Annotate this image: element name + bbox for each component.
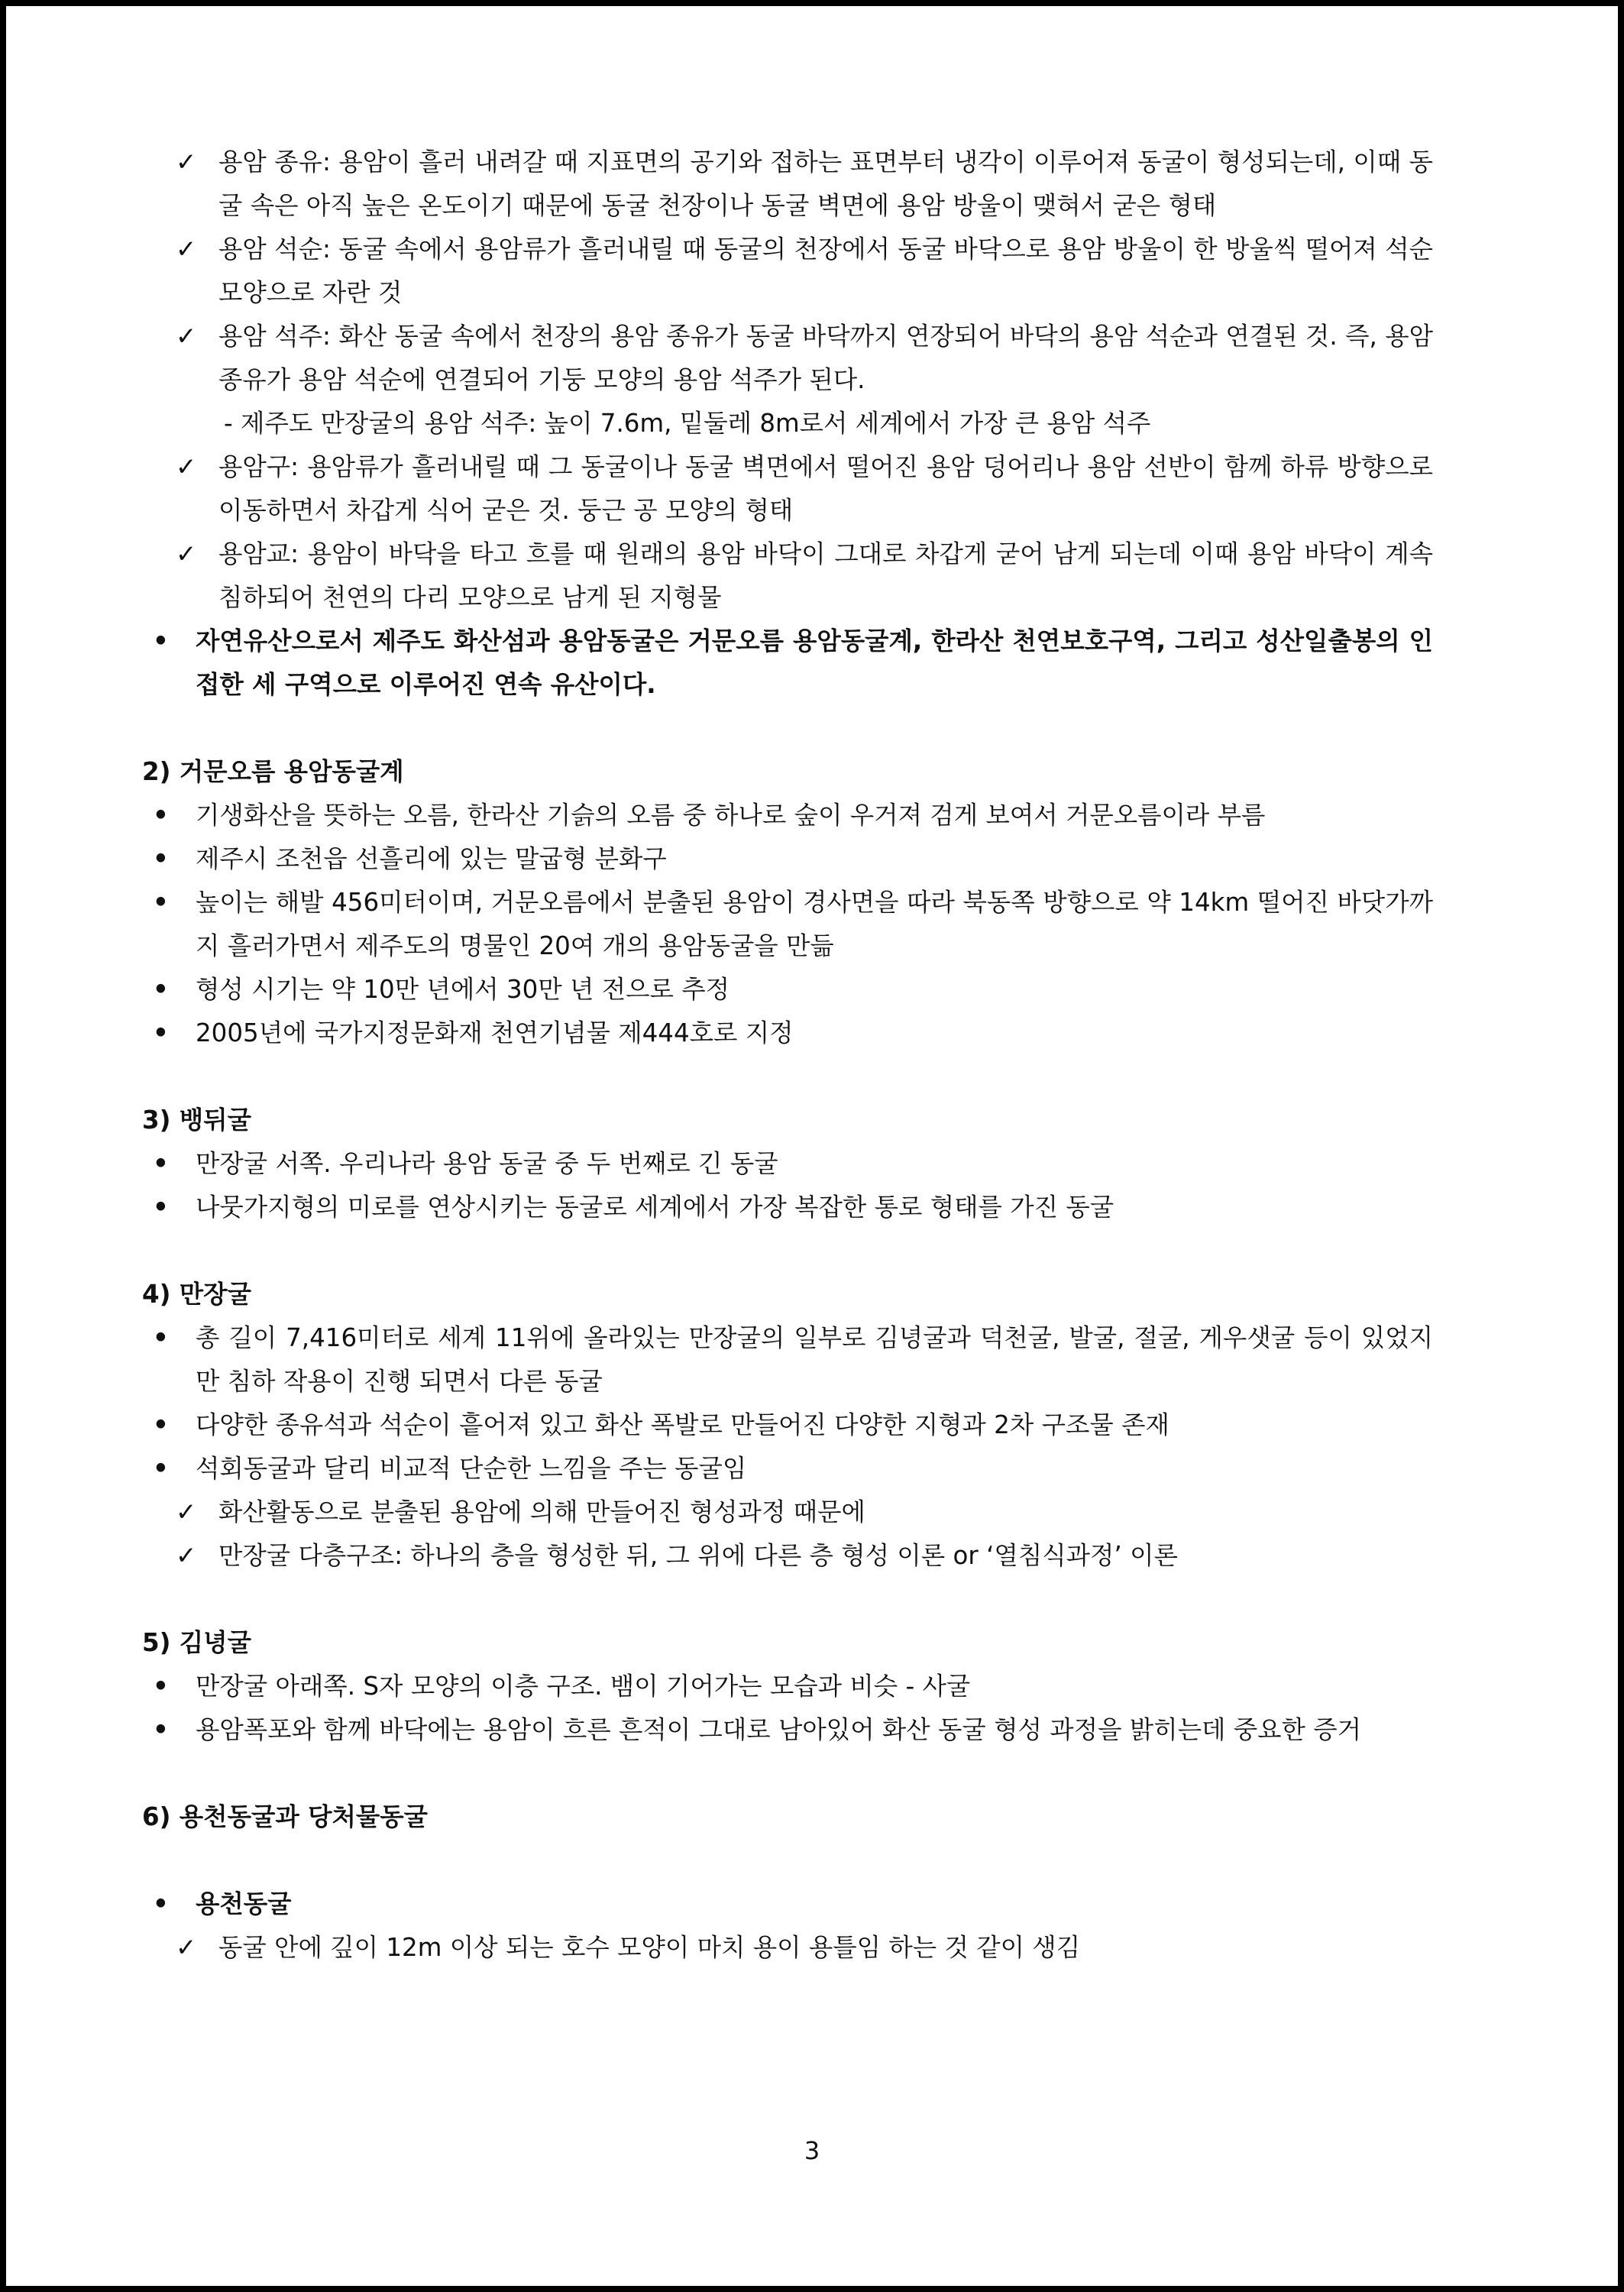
bullet-item-text: 제주시 조천읍 선흘리에 있는 말굽형 분화구	[196, 844, 667, 873]
section-heading: 3) 뱅뒤굴	[142, 1106, 251, 1135]
check-item	[142, 141, 1433, 228]
bullet-item-text: 석회동굴과 달리 비교적 단순한 느낌을 주는 동굴임	[196, 1454, 747, 1483]
bullet-item	[142, 1012, 1433, 1055]
bullet-item-text: 용천동굴	[196, 1889, 292, 1918]
check-item-text: 용암 석순: 동굴 속에서 용암류가 흘러내릴 때 동굴의 천장에서 동굴 바닥으로 용암 방울이 한 방울씩 떨어져 석순 모양으로 자란 것	[218, 235, 1433, 307]
check-item-text: 용암 종유: 용암이 흘러 내려갈 때 지표면의 공기와 접하는 표면부터 냉각이 이루어져 동굴이 형성되는데, 이때 동굴 속은 아직 높은 온도이기 때문에 동굴 천장이나 동굴 벽면에 용암 방울이 맺혀서 굳은 형태	[218, 147, 1433, 220]
bullet-item	[142, 1665, 1433, 1708]
bullet-item-subheading	[142, 1882, 1433, 1926]
section-heading: 4) 만장굴	[142, 1280, 251, 1309]
check-item	[142, 1926, 1433, 1970]
checkmark-icon: ✓	[176, 452, 197, 481]
bullet-icon: •	[153, 844, 169, 873]
checkmark-icon: ✓	[176, 1497, 197, 1526]
bullet-icon: •	[153, 1149, 169, 1178]
check-item-text: 만장굴 다층구조: 하나의 층을 형성한 뒤, 그 위에 다른 층 형성 이론 or ‘열침식과정’ 이론	[218, 1541, 1178, 1570]
bullet-item	[142, 837, 1433, 881]
bullet-icon: •	[153, 1323, 169, 1352]
section-heading: 5) 김녕굴	[142, 1628, 251, 1657]
bullet-item-heritage	[142, 620, 1433, 707]
check-item	[142, 1491, 1433, 1534]
bullet-icon: •	[153, 975, 169, 1004]
check-item	[142, 533, 1433, 620]
bullet-item-text: 만장굴 아래쪽. S자 모양의 이층 구조. 뱀이 기어가는 모습과 비슷 - 사굴	[196, 1672, 971, 1701]
bullet-item	[142, 1186, 1433, 1229]
bullet-icon: •	[153, 1454, 169, 1483]
check-item	[142, 315, 1433, 402]
bullet-icon: •	[153, 626, 169, 656]
page-number: 3	[804, 2136, 820, 2165]
bullet-item	[142, 968, 1433, 1012]
check-item-text: 용암구: 용암류가 흘러내릴 때 그 동굴이나 동굴 벽면에서 떨어진 용암 덩어리나 용암 선반이 함께 하류 방향으로 이동하면서 차갑게 식어 굳은 것. 둥근 공 모양의 형태	[218, 452, 1433, 525]
bullet-item	[142, 881, 1433, 968]
bullet-icon: •	[153, 1193, 169, 1222]
check-item-text: 용암 석주: 화산 동굴 속에서 천장의 용암 종유가 동굴 바닥까지 연장되어 바닥의 용암 석순과 연결된 것. 즉, 용암 종유가 용암 석순에 연결되어 기둥 모양의 용암 석주가 된다.	[218, 322, 1433, 394]
checkmark-icon: ✓	[176, 147, 197, 176]
bullet-icon: •	[153, 1410, 169, 1439]
check-item-text: 동굴 안에 깊이 12m 이상 되는 호수 모양이 마치 용이 용틀임 하는 것 같이 생김	[218, 1933, 1081, 1962]
bullet-item-text: 형성 시기는 약 10만 년에서 30만 년 전으로 추정	[196, 975, 730, 1004]
bullet-icon: •	[153, 888, 169, 917]
check-item	[142, 1534, 1433, 1578]
check-item-text: 화산활동으로 분출된 용암에 의해 만들어진 형성과정 때문에	[218, 1497, 865, 1526]
bullet-icon: •	[153, 801, 169, 830]
bullet-item	[142, 1708, 1433, 1752]
bullet-item-text: 2005년에 국가지정문화재 천연기념물 제444호로 지정	[196, 1018, 794, 1047]
bullet-item-text: 용암폭포와 함께 바닥에는 용암이 흐른 흔적이 그대로 남아있어 화산 동굴 형성 과정을 밝히는데 중요한 증거	[196, 1715, 1362, 1744]
bullet-item	[142, 1142, 1433, 1186]
bullet-item-text: 나뭇가지형의 미로를 연상시키는 동굴로 세계에서 가장 복잡한 통로 형태를 가진 동굴	[196, 1193, 1114, 1222]
bullet-icon: •	[153, 1889, 169, 1918]
bullet-item	[142, 794, 1433, 837]
bullet-item-text: 자연유산으로서 제주도 화산섬과 용암동굴은 거문오름 용암동굴계, 한라산 천연보호구역, 그리고 성산일출봉의 인접한 세 구역으로 이루어진 연속 유산이다.	[196, 626, 1433, 699]
checkmark-icon: ✓	[176, 539, 197, 568]
check-item-text: 용암교: 용암이 바닥을 타고 흐를 때 원래의 용암 바닥이 그대로 차갑게 굳어 남게 되는데 이때 용암 바닥이 계속 침하되어 천연의 다리 모양으로 남게 된 지형물	[218, 539, 1433, 612]
bullet-item	[142, 1316, 1433, 1403]
bullet-item-text: 높이는 해발 456미터이며, 거문오름에서 분출된 용암이 경사면을 따라 북동쪽 방향으로 약 14km 떨어진 바닷가까지 흘러가면서 제주도의 명물인 20여 개의 용암동굴을 만듦	[196, 888, 1433, 960]
dash-note: - 제주도 만장굴의 용암 석주: 높이 7.6m, 밑둘레 8m로서 세계에서 가장 큰 용암 석주	[224, 409, 1151, 438]
bullet-item-text: 만장굴 서쪽. 우리나라 용암 동굴 중 두 번째로 긴 동굴	[196, 1149, 778, 1178]
section-heading: 2) 거문오름 용암동굴계	[142, 757, 404, 786]
section-heading: 6) 용천동굴과 당처물동굴	[142, 1802, 429, 1831]
bullet-item-text: 기생화산을 뜻하는 오름, 한라산 기슭의 오름 중 하나로 숲이 우거져 검게 보여서 거문오름이라 부름	[196, 801, 1266, 830]
bullet-icon: •	[153, 1672, 169, 1701]
checkmark-icon: ✓	[176, 1541, 197, 1570]
checkmark-icon: ✓	[176, 322, 197, 351]
check-item	[142, 228, 1433, 315]
bullet-item-text: 총 길이 7,416미터로 세계 11위에 올라있는 만장굴의 일부로 김녕굴과 덕천굴, 발굴, 절굴, 게우샛굴 등이 있었지만 침하 작용이 진행 되면서 다른 동굴	[196, 1323, 1433, 1396]
check-item	[142, 445, 1433, 533]
bullet-item	[142, 1403, 1433, 1447]
bullet-item-text: 다양한 종유석과 석순이 흩어져 있고 화산 폭발로 만들어진 다양한 지형과 2차 구조물 존재	[196, 1410, 1169, 1439]
checkmark-icon: ✓	[176, 1933, 197, 1962]
bullet-icon: •	[153, 1018, 169, 1047]
checkmark-icon: ✓	[176, 235, 197, 264]
page-content	[142, 141, 1433, 1970]
bullet-icon: •	[153, 1715, 169, 1744]
bullet-item	[142, 1447, 1433, 1491]
